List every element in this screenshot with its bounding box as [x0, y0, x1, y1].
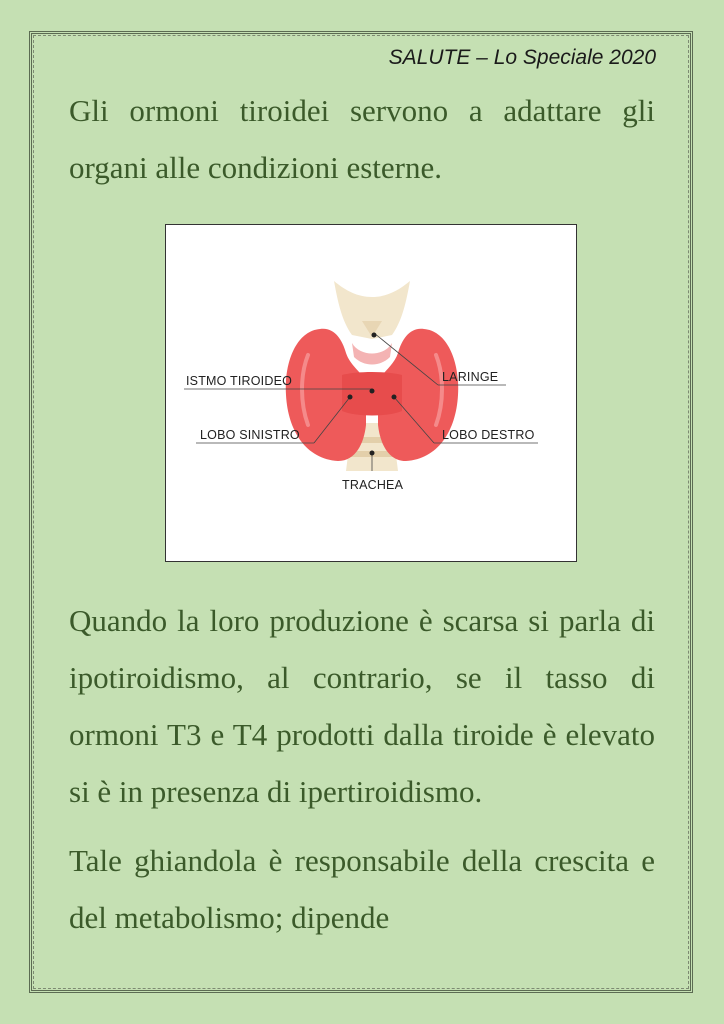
- label-istmo-tiroideo: ISTMO TIROIDEO: [186, 374, 293, 388]
- thyroid-diagram: [165, 224, 577, 562]
- label-laringe: LARINGE: [442, 370, 499, 384]
- thyroid-illustration: [166, 225, 576, 561]
- isthmus: [342, 372, 402, 416]
- label-lobo-sinistro: LOBO SINISTRO: [200, 428, 300, 442]
- label-trachea: TRACHEA: [342, 478, 404, 492]
- intro-paragraph: Gli ormoni tiroidei servono a adattare gli organi alle condizioni esterne.: [69, 93, 655, 185]
- body-paragraph-2: Tale ghiandola è responsabile della crescita e del metabolismo; dipende: [69, 843, 655, 935]
- page-header: SALUTE – Lo Speciale 2020: [388, 46, 656, 69]
- body-paragraph-1: Quando la loro produzione è scarsa si parla di ipotiroidismo, al contrario, se il tasso di ormoni T3 e T4 prodotti dalla tiroide è elevato si è in presenza di ipertiroidismo.: [69, 603, 655, 809]
- label-lobo-destro: LOBO DESTRO: [442, 428, 535, 442]
- cricoid-ring: [352, 343, 392, 365]
